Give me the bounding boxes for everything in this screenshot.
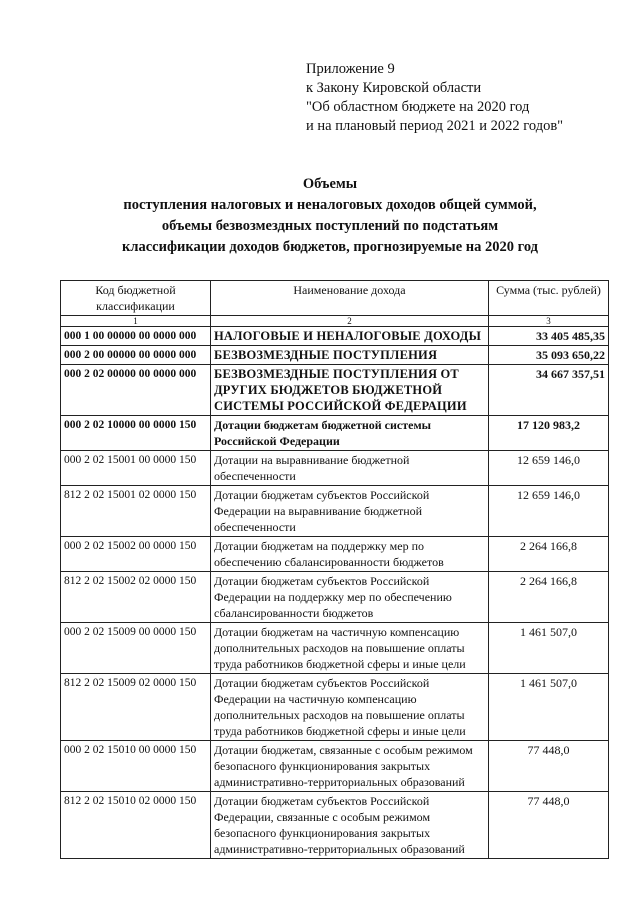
- row-name: Дотации бюджетам бюджетной системы Российской Федерации: [211, 416, 489, 451]
- table-row: [61, 365, 609, 416]
- row-name: Дотации бюджетам, связанные с особым режимом безопасного функционирования закрытых административно-территориальных образований: [211, 741, 489, 792]
- annex-title: Приложение 9: [306, 61, 395, 77]
- row-sum: 35 093 650,22: [489, 346, 609, 365]
- revenue-table: [60, 280, 609, 859]
- row-sum: 2 264 166,8: [489, 572, 609, 623]
- row-code: 812 2 02 15009 02 0000 150: [61, 674, 211, 741]
- header-name: Наименование дохода: [211, 281, 489, 316]
- column-number: 1: [61, 316, 211, 327]
- table-header-row: [61, 281, 609, 316]
- row-code: 000 2 02 00000 00 0000 000: [61, 365, 211, 416]
- table-row: [61, 741, 609, 792]
- row-sum: 1 461 507,0: [489, 674, 609, 741]
- heading-line-4: классификации доходов бюджетов, прогнозируемые на 2020 год: [121, 239, 538, 255]
- row-code: 000 1 00 00000 00 0000 000: [61, 327, 211, 346]
- row-code: 000 2 02 10000 00 0000 150: [61, 416, 211, 451]
- column-number-row: [61, 316, 609, 327]
- row-sum: 12 659 146,0: [489, 486, 609, 537]
- annex-law-name-2: и на плановый период 2021 и 2022 годов": [306, 118, 564, 134]
- table-row: [61, 674, 609, 741]
- table-row: [61, 346, 609, 365]
- row-code: 812 2 02 15010 02 0000 150: [61, 792, 211, 859]
- table-row: [61, 623, 609, 674]
- row-name: Дотации бюджетам на частичную компенсацию дополнительных расходов на повышение оплаты труда работников бюджетной сферы и иные цели: [211, 623, 489, 674]
- table-row: [61, 792, 609, 859]
- row-code: 000 2 02 15010 00 0000 150: [61, 741, 211, 792]
- table-row: [61, 486, 609, 537]
- row-code: 000 2 02 15009 00 0000 150: [61, 623, 211, 674]
- row-name: Дотации бюджетам на поддержку мер по обеспечению сбалансированности бюджетов: [211, 537, 489, 572]
- document-heading: [60, 174, 600, 258]
- row-code: 000 2 02 15001 00 0000 150: [61, 451, 211, 486]
- row-sum: 33 405 485,35: [489, 327, 609, 346]
- row-code: 000 2 02 15002 00 0000 150: [61, 537, 211, 572]
- row-name: НАЛОГОВЫЕ И НЕНАЛОГОВЫЕ ДОХОДЫ: [211, 327, 489, 346]
- heading-line-2: поступления налоговых и неналоговых доходов общей суммой,: [123, 197, 537, 213]
- heading-line-1: Объемы: [302, 176, 358, 192]
- row-sum: 77 448,0: [489, 741, 609, 792]
- row-name: Дотации бюджетам субъектов Российской Федерации на выравнивание бюджетной обеспеченности: [211, 486, 489, 537]
- row-name: Дотации на выравнивание бюджетной обеспеченности: [211, 451, 489, 486]
- row-code: 000 2 00 00000 00 0000 000: [61, 346, 211, 365]
- annex-block: [306, 60, 563, 136]
- table-row: [61, 416, 609, 451]
- annex-law-name-1: "Об областном бюджете на 2020 год: [306, 99, 530, 115]
- table-row: [61, 327, 609, 346]
- table-row: [61, 451, 609, 486]
- header-sum: Сумма (тыс. рублей): [489, 281, 609, 316]
- row-sum: 12 659 146,0: [489, 451, 609, 486]
- row-sum: 2 264 166,8: [489, 537, 609, 572]
- header-code: Код бюджетной классификации: [61, 281, 211, 316]
- row-name: БЕЗВОЗМЕЗДНЫЕ ПОСТУПЛЕНИЯ: [211, 346, 489, 365]
- heading-line-3: объемы безвозмездных поступлений по подстатьям: [161, 218, 499, 234]
- table-row: [61, 572, 609, 623]
- column-number: 2: [211, 316, 489, 327]
- row-name: Дотации бюджетам субъектов Российской Федерации на частичную компенсацию дополнительных расходов на повышение оплаты труда работников бюджетной сферы и иные цели: [211, 674, 489, 741]
- row-name: Дотации бюджетам субъектов Российской Федерации, связанные с особым режимом безопасного функционирования закрытых административно-территориальных образований: [211, 792, 489, 859]
- row-sum: 17 120 983,2: [489, 416, 609, 451]
- row-name: Дотации бюджетам субъектов Российской Федерации на поддержку мер по обеспечению сбалансированности бюджетов: [211, 572, 489, 623]
- table-row: [61, 537, 609, 572]
- row-sum: 77 448,0: [489, 792, 609, 859]
- row-sum: 1 461 507,0: [489, 623, 609, 674]
- annex-law-ref: к Закону Кировской области: [306, 80, 482, 96]
- row-code: 812 2 02 15001 02 0000 150: [61, 486, 211, 537]
- row-code: 812 2 02 15002 02 0000 150: [61, 572, 211, 623]
- row-sum: 34 667 357,51: [489, 365, 609, 416]
- column-number: 3: [489, 316, 609, 327]
- row-name: БЕЗВОЗМЕЗДНЫЕ ПОСТУПЛЕНИЯ ОТ ДРУГИХ БЮДЖЕТОВ БЮДЖЕТНОЙ СИСТЕМЫ РОССИЙСКОЙ ФЕДЕРАЦИИ: [211, 365, 489, 416]
